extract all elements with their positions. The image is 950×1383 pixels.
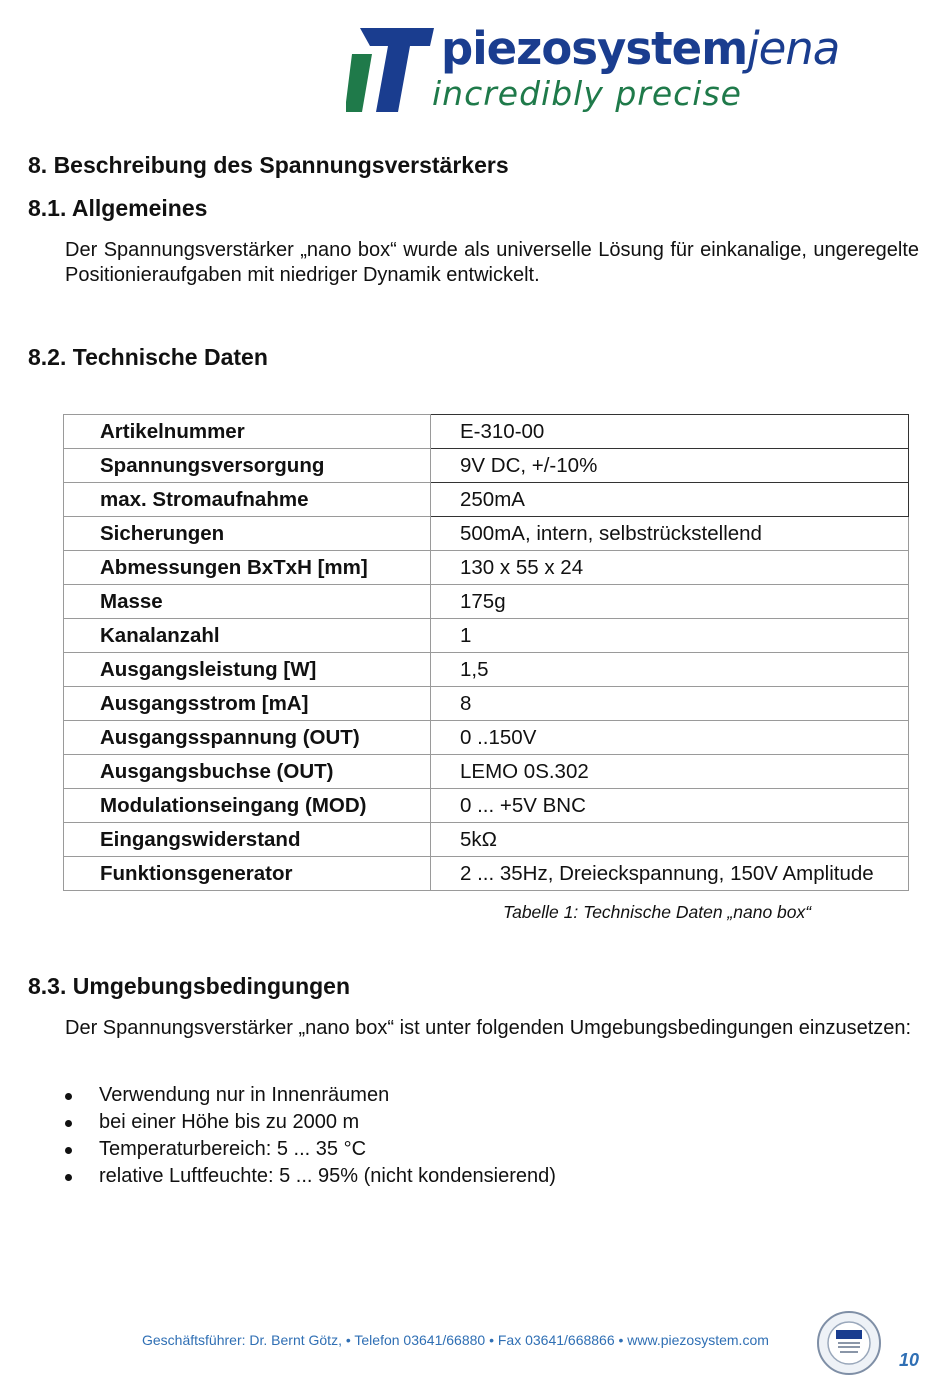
list-item: relative Luftfeuchte: 5 ... 95% (nicht kondensierend): [65, 1163, 556, 1190]
spec-label: Masse: [64, 585, 431, 619]
list-item: bei einer Höhe bis zu 2000 m: [65, 1109, 556, 1136]
table-row: [64, 653, 909, 687]
spec-value: 1: [431, 619, 909, 653]
spec-value: 8: [431, 687, 909, 721]
spec-label: Funktionsgenerator: [64, 857, 431, 891]
logo-mark-icon: [346, 28, 436, 112]
table-row: [64, 415, 909, 449]
tech-data-table: [63, 414, 909, 891]
table-row: [64, 449, 909, 483]
table-row: [64, 687, 909, 721]
section-text-umgebungsbedingungen: Der Spannungsverstärker „nano box“ ist unter folgenden Umgebungsbedingungen einzusetzen:: [65, 1017, 912, 1039]
spec-value: LEMO 0S.302: [431, 755, 909, 789]
bullet-icon: [65, 1147, 72, 1154]
table-row: [64, 517, 909, 551]
footer-contact: Geschäftsführer: Dr. Bernt Götz, • Telefon 03641/66880 • Fax 03641/668866 • www.piezosystem.com: [142, 1332, 769, 1348]
spec-label: Ausgangsstrom [mA]: [64, 687, 431, 721]
conditions-list: [65, 1082, 556, 1190]
table-caption: Tabelle 1: Technische Daten „nano box“: [503, 902, 812, 922]
table-row: [64, 483, 909, 517]
spec-label: Kanalanzahl: [64, 619, 431, 653]
spec-value: 1,5: [431, 653, 909, 687]
spec-label: Artikelnummer: [64, 415, 431, 449]
table-row: [64, 755, 909, 789]
spec-value: 0 ... +5V BNC: [431, 789, 909, 823]
list-item: Temperaturbereich: 5 ... 35 °C: [65, 1136, 556, 1163]
section-title-allgemeines: 8.1. Allgemeines: [28, 195, 208, 221]
spec-value: 2 ... 35Hz, Dreieckspannung, 150V Amplitude: [431, 857, 909, 891]
spec-value: 9V DC, +/-10%: [431, 449, 909, 483]
spec-label: Ausgangsbuchse (OUT): [64, 755, 431, 789]
page-number: 10: [899, 1350, 920, 1370]
logo-wordmark: piezosystemjena: [441, 22, 840, 75]
section-title-technische-daten: 8.2. Technische Daten: [28, 344, 268, 370]
logo-tagline: incredibly precise: [432, 74, 742, 113]
spec-value: 500mA, intern, selbstrückstellend: [431, 517, 909, 551]
chapter-title: 8. Beschreibung des Spannungsverstärkers: [28, 152, 509, 178]
table-row: [64, 789, 909, 823]
spec-value: 175g: [431, 585, 909, 619]
company-logo: [346, 24, 922, 116]
table-row: [64, 721, 909, 755]
spec-label: Spannungsversorgung: [64, 449, 431, 483]
spec-label: max. Stromaufnahme: [64, 483, 431, 517]
section-title-umgebungsbedingungen: 8.3. Umgebungsbedingungen: [28, 973, 351, 999]
spec-label: Abmessungen BxTxH [mm]: [64, 551, 431, 585]
section-text-allgemeines: Der Spannungsverstärker „nano box“ wurde als universelle Lösung für einkanalige, ungeregelte Positionieraufgaben mit niedriger Dynamik entwickelt.: [65, 239, 919, 286]
spec-value: 250mA: [431, 483, 909, 517]
spec-value: 0 ..150V: [431, 721, 909, 755]
spec-value: E-310-00: [431, 415, 909, 449]
table-row: [64, 619, 909, 653]
spec-label: Eingangswiderstand: [64, 823, 431, 857]
list-item: Verwendung nur in Innenräumen: [65, 1082, 556, 1109]
bullet-icon: [65, 1093, 72, 1100]
spec-value: 130 x 55 x 24: [431, 551, 909, 585]
table-row: [64, 823, 909, 857]
spec-value: 5kΩ: [431, 823, 909, 857]
bullet-icon: [65, 1174, 72, 1181]
table-row: [64, 585, 909, 619]
table-row: [64, 551, 909, 585]
certification-seal-icon: [816, 1310, 882, 1376]
spec-label: Ausgangsspannung (OUT): [64, 721, 431, 755]
spec-label: Sicherungen: [64, 517, 431, 551]
bullet-icon: [65, 1120, 72, 1127]
spec-label: Ausgangsleistung [W]: [64, 653, 431, 687]
spec-label: Modulationseingang (MOD): [64, 789, 431, 823]
table-row: [64, 857, 909, 891]
